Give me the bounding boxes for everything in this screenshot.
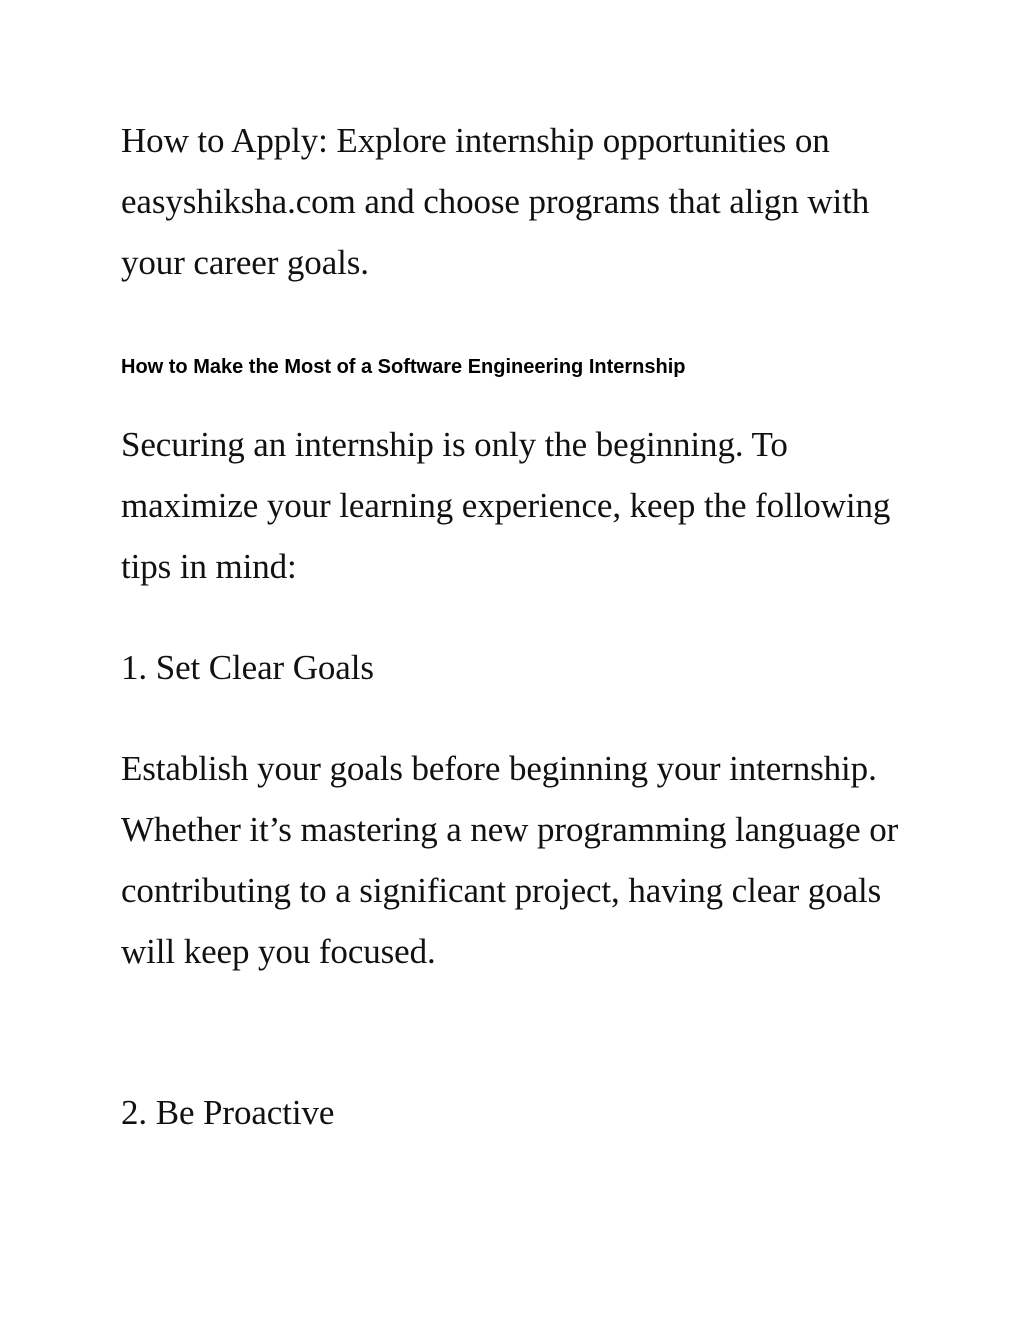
how-to-apply-paragraph: How to Apply: Explore internship opportunities on easyshiksha.com and choose programs that align with your career goals. [121,121,870,282]
tip-heading-be-proactive: 2. Be Proactive [121,1093,335,1132]
establish-goals-paragraph: Establish your goals before beginning your internship. Whether it’s mastering a new programming language or contributing to a significant project, having clear goals will keep you focused. [121,749,899,971]
section-heading: How to Make the Most of a Software Engineering Internship [121,356,686,378]
securing-internship-paragraph: Securing an internship is only the beginning. To maximize your learning experience, keep the following tips in mind: [121,425,891,586]
tip-heading-set-clear-goals: 1. Set Clear Goals [121,648,374,687]
